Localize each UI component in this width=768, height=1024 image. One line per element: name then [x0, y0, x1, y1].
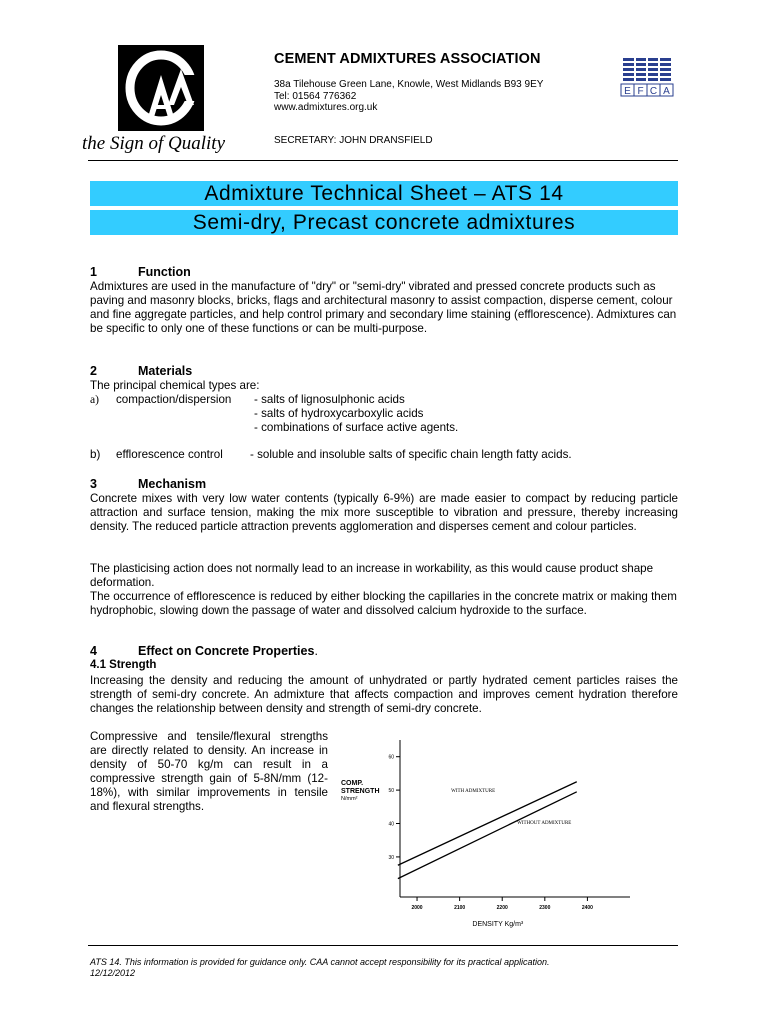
chart-svg [335, 735, 635, 935]
y-axis-label-line3: N/mm² [341, 796, 358, 802]
efca-logo-mark [620, 57, 674, 97]
density-strength-chart [335, 735, 635, 935]
section-3-heading [90, 477, 206, 491]
section-title: Function [138, 265, 191, 279]
list-item: - combinations of surface active agents. [254, 421, 459, 434]
x-tick-label: 2400 [581, 905, 593, 911]
org-address-block [274, 79, 543, 114]
efca-letter-c: C [649, 86, 658, 97]
section-1-heading [90, 265, 191, 279]
section-title: Materials [138, 364, 193, 378]
mechanism-paragraph-3: The occurrence of efflorescence is reduced by either blocking the capillaries in the concrete matrix or making them hydrophobic, slowing down the passage of water and dissolved calcium hydroxide to the surface. [90, 590, 677, 617]
y-tick-label: 40 [388, 821, 394, 828]
section-title: Effect on Concrete Properties [138, 644, 315, 658]
secretary: SECRETARY: JOHN DRANSFIELD [274, 135, 433, 146]
item-b-label: b) [90, 448, 101, 461]
sheet-title: Admixture Technical Sheet – ATS 14 [90, 181, 678, 206]
y-axis-label-line2: STRENGTH [341, 788, 380, 795]
y-tick-label: 50 [388, 788, 394, 795]
section-title: Mechanism [138, 477, 207, 491]
mechanism-paragraph-1: Concrete mixes with very low water contents (typically 6-9%) are made easier to compact by reducing particle attraction and surface tension, making the mix more susceptible to vibration and pressure, thereby increasing density. The reduced particle attraction prevents agglomeration and disperses cement and colour particles. [90, 492, 678, 533]
item-b-type: efflorescence control [116, 448, 223, 461]
function-paragraph: Admixtures are used in the manufacture of "dry" or "semi-dry" vibrated and pressed concrete products such as paving and masonry blocks, bricks, flags and architectural masonry to assist compaction, disperse cement, colour and fine aggregate particles, and help control primary and secondary lime staining (efflorescence). Admixtures can be specific to only one of these functions or can be multi-purpose. [90, 280, 677, 335]
section-number: 3 [90, 477, 97, 491]
section-2-heading [90, 364, 192, 378]
y-axis-label-line1: COMP. [341, 780, 364, 787]
subsection-strength: 4.1 Strength [90, 659, 157, 671]
x-tick-label: 2200 [496, 905, 508, 911]
address: 38a Tilehouse Green Lane, Knowle, West Midlands B93 9EY [274, 79, 544, 90]
caa-logo [118, 45, 204, 131]
y-tick-label: 60 [388, 754, 394, 761]
series-line-without-admixture [398, 792, 577, 879]
list-item: - salts of lignosulphonic acids [254, 393, 405, 406]
series-label-without-admixture: WITHOUT ADMIXTURE [517, 821, 572, 827]
footer-date: 12/12/2012 [90, 968, 136, 978]
footer [90, 957, 550, 979]
x-axis-label: DENSITY Kg/m³ [472, 921, 524, 928]
tagline: the Sign of Quality [82, 133, 226, 154]
telephone: Tel: 01564 776362 [274, 90, 357, 102]
section-4-heading [90, 644, 318, 658]
efca-letter-e: E [624, 86, 631, 97]
list-item: - salts of hydroxycarboxylic acids [254, 407, 424, 420]
sheet-subtitle: Semi-dry, Precast concrete admixtures [90, 210, 678, 235]
series-label-with-admixture: WITH ADMIXTURE [451, 788, 496, 794]
heading-suffix: . [314, 644, 318, 658]
caa-logo-mark [118, 45, 204, 131]
header-divider [88, 160, 678, 161]
strength-paragraph-1: Increasing the density and reducing the amount of unhydrated or partly hydrated cement particles raises the strength of semi-dry concrete. An admixture that affects compaction and improves cement hydration therefore changes the relationship between density and strength of semi-dry concrete. [90, 674, 678, 715]
strength-paragraph-2: Compressive and tensile/flexural strengths are directly related to density. An increase in density of 50-70 kg/m can result in a compressive strength gain of 5-8N/mm (12-18%), with similar improvements in tensile and flexural strengths. [90, 730, 328, 813]
website[interactable]: www.admixtures.org.uk [274, 102, 378, 113]
org-name: CEMENT ADMIXTURES ASSOCIATION [274, 51, 541, 67]
x-tick-label: 2000 [411, 905, 423, 911]
x-tick-label: 2100 [454, 905, 466, 911]
efca-letter-f: F [637, 86, 644, 97]
footer-disclaimer: ATS 14. This information is provided for guidance only. CAA cannot accept responsibility for its practical application. [90, 957, 550, 967]
efca-logo [620, 57, 674, 97]
x-tick-label: 2300 [539, 905, 551, 911]
section-number: 1 [90, 265, 97, 279]
y-tick-label: 30 [388, 854, 394, 861]
item-a-type: compaction/dispersion [116, 393, 232, 406]
list-item: - soluble and insoluble salts of specific chain length fatty acids. [250, 448, 572, 461]
section-number: 2 [90, 364, 97, 378]
materials-intro: The principal chemical types are: [90, 379, 260, 392]
efca-letter-a: A [663, 86, 670, 97]
footer-divider [88, 945, 678, 946]
mechanism-paragraph-2: The plasticising action does not normally lead to an increase in workability, as this would cause product shape deformation. [90, 562, 654, 589]
section-number: 4 [90, 644, 97, 658]
item-a-label: a) [90, 393, 100, 406]
